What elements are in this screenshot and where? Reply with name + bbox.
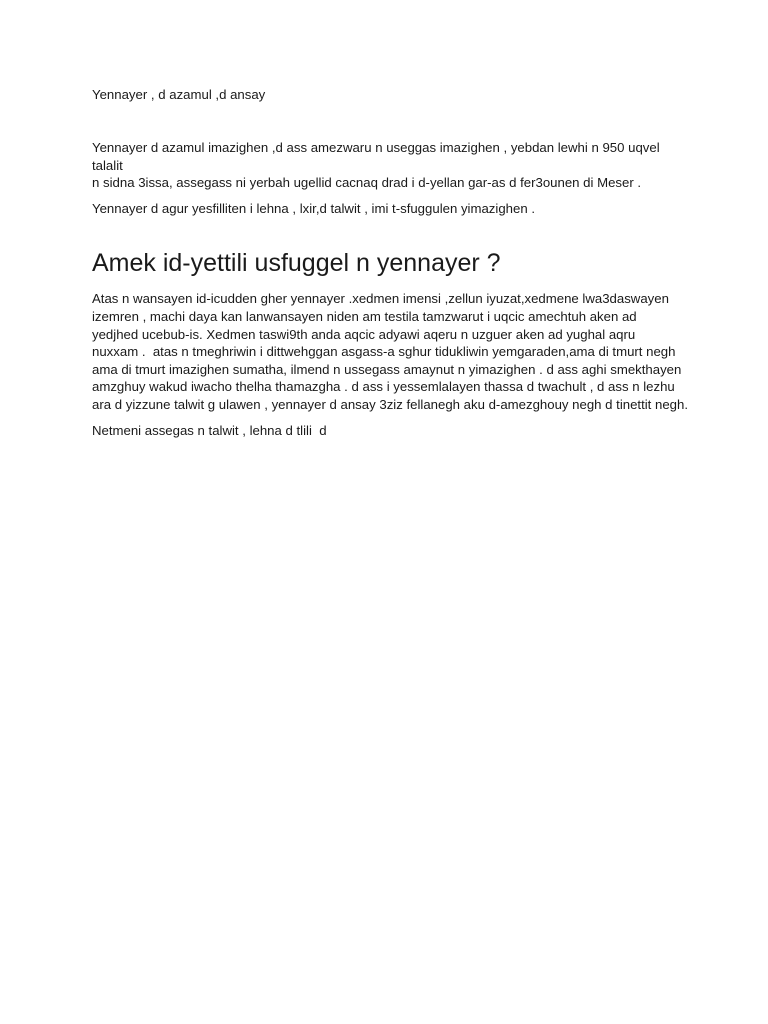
spacer [92,217,692,247]
paragraph-3: Atas n wansayen id-icudden gher yennayer .xedmen imensi ,zellun iyuzat,xedmene lwa3daswayen izemren , machi daya kan lanwansayen niden am testila tamzwarut i uqcic amechtuh aken ad yedjhed ucebub-is. Xedmen taswi9th anda aqcic adyawi aqeru n uzguer aken ad yughal aqru nuxxam . atas n tmeghriwin i dittwehggan asgass-a sghur tidukliwin yemgaraden,ama di tmurt negh ama di tmurt imazighen sumatha, ilmend n ussegass amaynut n yimazighen . d ass aghi smekthayen amzghuy wakud iwacho thelha thamazgha . d ass i yessemlalayen thassa d twachult , d ass n lezhu ara d yizzune talwit g ulawen , yennayer d ansay 3ziz fellanegh aku d-amezghouy negh d tinettit negh. [92,291,689,412]
section-heading: Amek id-yettili usfuggel n yennayer ? [92,249,501,278]
paragraph-2: Yennayer d agur yesfilliten i lehna , lxir,d talwit , imi t-sfuggulen yimazighen . [92,200,535,216]
document-body [92,86,692,439]
paragraph-4: Netmeni assegas n talwit , lehna d tlili d [92,422,327,438]
spacer [92,192,692,200]
spacer [92,104,692,139]
paragraph-1: Yennayer d azamul imazighen ,d ass amezwaru n useggas imazighen , yebdan lewhi n 950 uqvel talalit n sidna 3issa, assegass ni yerbah ugellid cacnaq drad i d-yellan gar-as d fer3ounen di Meser . [92,140,660,191]
document-title-line: Yennayer , d azamul ,d ansay [92,87,266,102]
spacer [92,279,692,290]
spacer [92,414,692,422]
